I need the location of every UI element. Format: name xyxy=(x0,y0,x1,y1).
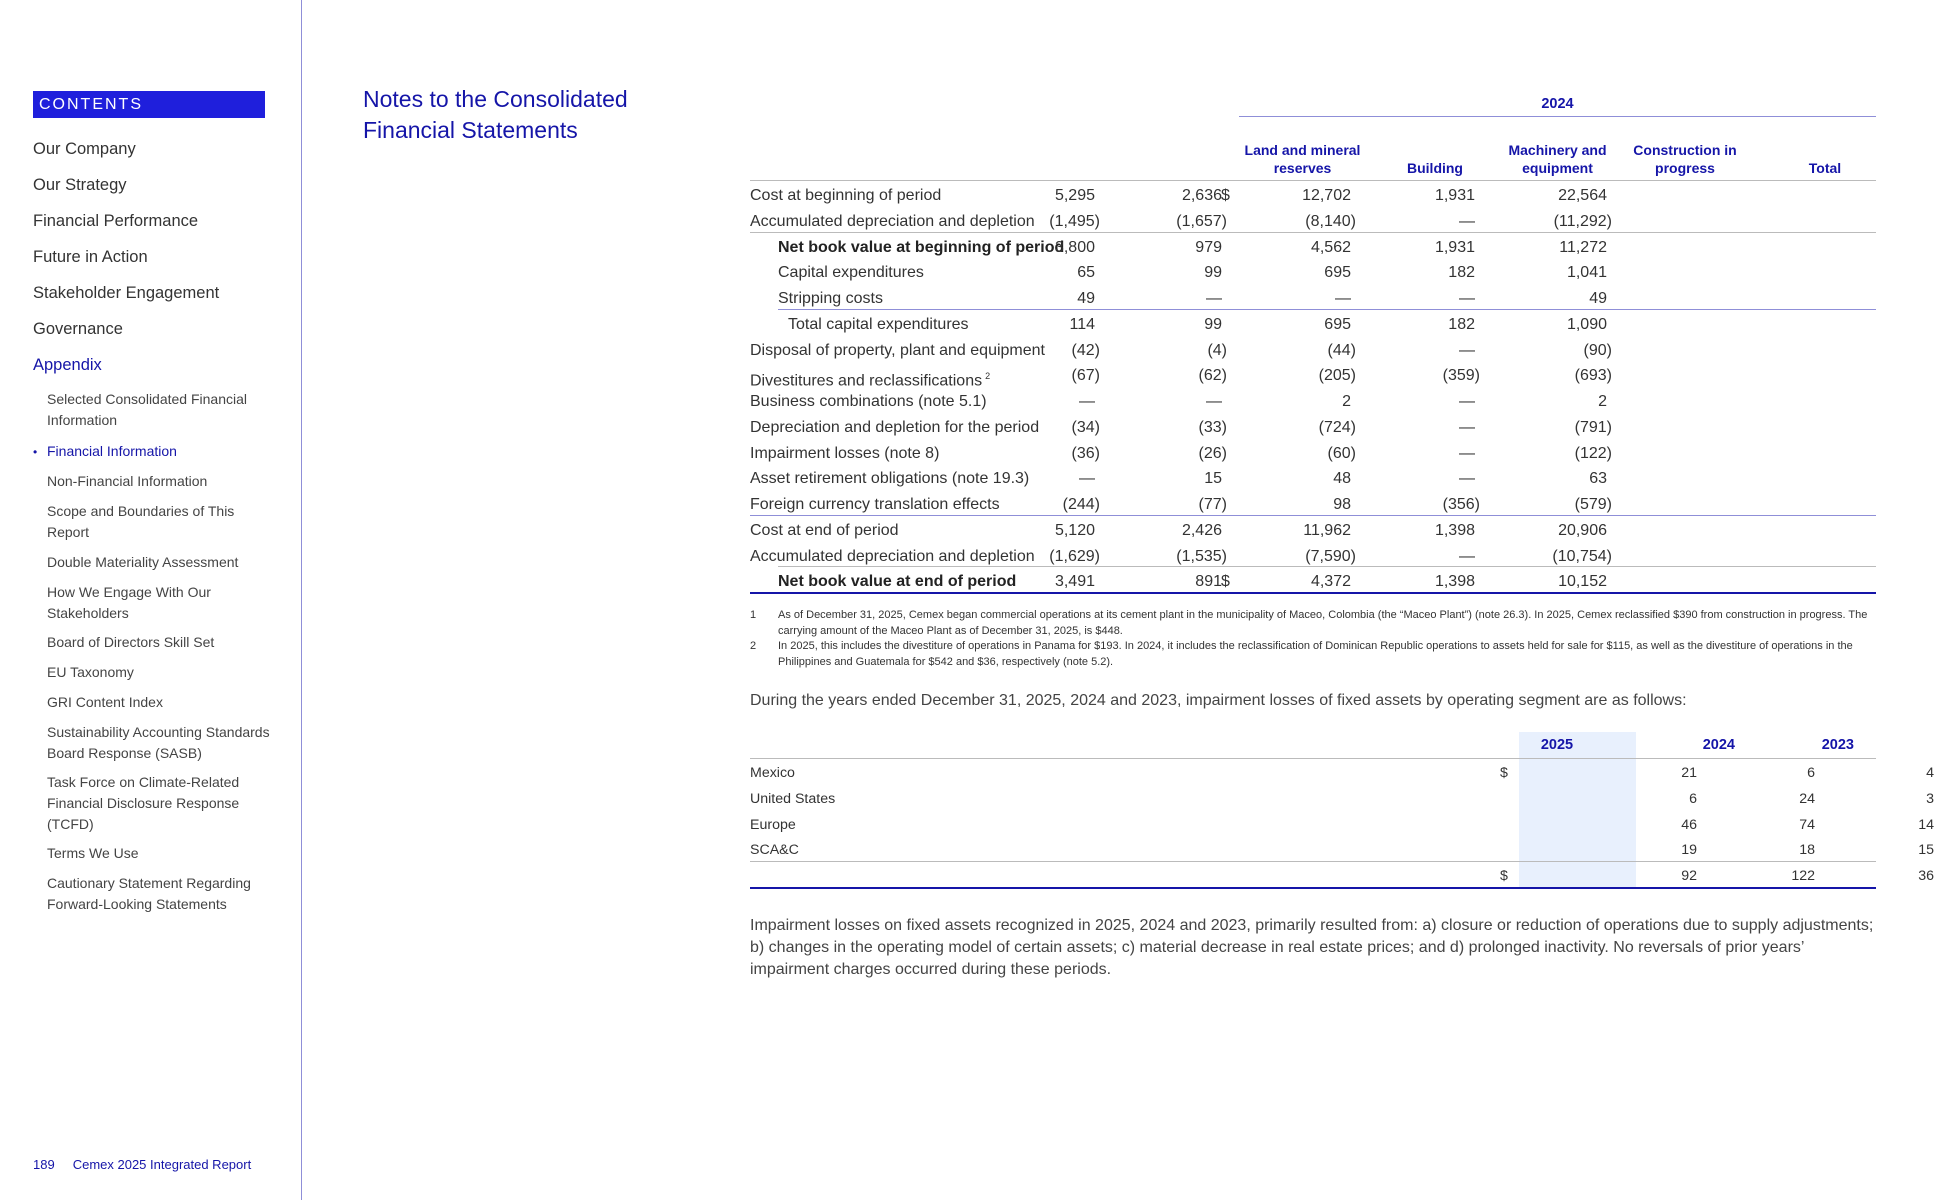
table-cell: 11,962 xyxy=(1303,521,1351,539)
table-cell: (791) xyxy=(1574,418,1612,436)
row-label-text: Divestitures and reclassifications xyxy=(750,372,983,390)
rule xyxy=(750,232,1876,233)
table-cell: — xyxy=(1459,212,1475,230)
table-cell: (4) xyxy=(1207,341,1227,359)
row-label-text: Accumulated depreciation and depletion xyxy=(750,547,1035,565)
header-rule xyxy=(750,180,1876,181)
row-label xyxy=(778,260,924,286)
table-cell: 5,120 xyxy=(1054,521,1095,539)
row-label-text: Depreciation and depletion for the period xyxy=(750,418,1040,436)
table-cell: 6 xyxy=(1807,765,1815,781)
table-cell: 46 xyxy=(1681,816,1697,833)
row-label-text: Cost at end of period xyxy=(750,521,899,539)
table-cell: (42) xyxy=(1071,341,1100,359)
nav-item-our-strategy[interactable]: Our Strategy xyxy=(33,176,127,194)
table-row xyxy=(750,338,1876,364)
row-label: United States xyxy=(750,790,836,807)
col-header-construction: Construction in progress xyxy=(1633,142,1737,176)
table-cell: (122) xyxy=(1574,444,1612,462)
table-cell: (67) xyxy=(1071,367,1100,385)
table-year-header: 2024 xyxy=(1239,96,1876,117)
table-cell: — xyxy=(1459,341,1475,359)
table-cell: (90) xyxy=(1583,341,1612,359)
nav-item-future-in-action[interactable]: Future in Action xyxy=(33,248,148,266)
table-cell: (1,495) xyxy=(1049,212,1100,230)
table-cell: (7,590) xyxy=(1305,547,1356,565)
nav-sub-board-skill-set[interactable]: Board of Directors Skill Set xyxy=(47,634,215,650)
table-cell: 65 xyxy=(1077,264,1095,282)
table-cell: (60) xyxy=(1327,444,1356,462)
table-row xyxy=(750,260,1876,286)
active-bullet: • xyxy=(33,445,38,459)
table-row xyxy=(750,415,1876,441)
table-row xyxy=(750,812,1934,838)
table-row xyxy=(750,837,1934,863)
nav-sub-non-financial[interactable]: Non-Financial Information xyxy=(47,473,208,489)
nav-sub-financial-information[interactable]: Financial Information xyxy=(47,443,177,459)
row-label-text: Business combinations (note 5.1) xyxy=(750,393,987,410)
col-header-total: Total xyxy=(1808,160,1842,176)
table-cell: 3,800 xyxy=(1054,238,1095,256)
table-cell: 2 xyxy=(1598,393,1607,410)
table-cell: (1,657) xyxy=(1176,212,1227,230)
col-header-land: Land and mineral reserves xyxy=(1244,142,1361,176)
table-cell: 10,152 xyxy=(1558,573,1607,591)
table-cell: 98 xyxy=(1333,496,1351,513)
page-footer xyxy=(33,1157,251,1172)
row-label xyxy=(750,183,941,209)
table-cell: 19 xyxy=(1681,842,1697,859)
table-cell: 2,426 xyxy=(1181,521,1222,539)
table-cell: (244) xyxy=(1062,496,1100,513)
table-cell: 63 xyxy=(1589,470,1607,488)
col-header-building: Building xyxy=(1407,160,1463,176)
table-cell: — xyxy=(1206,393,1222,410)
table-cell: 24 xyxy=(1799,790,1815,807)
row-label: Europe xyxy=(750,816,796,833)
currency-symbol: $ xyxy=(1221,573,1230,591)
sidebar xyxy=(0,0,302,1200)
row-label-text: Total capital expenditures xyxy=(788,315,969,333)
table-cell: — xyxy=(1459,393,1475,410)
row-label-text: Stripping costs xyxy=(778,290,883,307)
table-cell: 695 xyxy=(1324,315,1351,333)
nav-sub-sasb[interactable]: Sustainability Accounting Standards Board Response (SASB) xyxy=(47,724,270,761)
table-cell: 74 xyxy=(1799,816,1815,833)
table-cell: — xyxy=(1335,290,1351,307)
footnote-ref: 2 xyxy=(985,371,991,382)
table-cell: 92 xyxy=(1681,868,1697,885)
nav-sub-how-we-engage[interactable]: How We Engage With Our Stakeholders xyxy=(47,584,211,621)
table-cell: 99 xyxy=(1204,264,1222,282)
rule xyxy=(778,566,1876,567)
nav-item-our-company[interactable]: Our Company xyxy=(33,140,136,158)
table-cell: — xyxy=(1079,393,1095,410)
table-cell: 14 xyxy=(1918,816,1934,833)
footnote-1 xyxy=(750,608,1880,640)
footnote-text: In 2025, this includes the divestiture of operations in Panama for $193. In 2024, it includes the reclassification of Dominican Republic operations to assets held for sale for $115, as well as the divestiture of operations in the Philippines and Guatemala for $542 and $36, respectively (note 5.2). xyxy=(778,640,1853,668)
table-cell: 114 xyxy=(1069,315,1095,333)
table-cell: 36 xyxy=(1918,868,1934,885)
table-cell: 49 xyxy=(1589,290,1607,307)
table-cell: 891 xyxy=(1195,573,1222,591)
table-cell: 21 xyxy=(1681,765,1697,781)
table-cell: 1,090 xyxy=(1566,315,1607,333)
table-cell: 182 xyxy=(1448,264,1475,282)
row-label xyxy=(750,389,987,415)
table-cell: 182 xyxy=(1448,315,1475,333)
row-label-text: Impairment losses (note 8) xyxy=(750,444,940,462)
nav-sub-terms-we-use[interactable]: Terms We Use xyxy=(47,845,139,861)
table-cell: 6 xyxy=(1689,790,1697,807)
table-cell: — xyxy=(1459,470,1475,488)
row-label xyxy=(750,518,899,544)
table-cell: 1,041 xyxy=(1566,264,1607,282)
table-cell: 4,562 xyxy=(1310,238,1351,256)
table-cell: 1,398 xyxy=(1434,521,1475,539)
nav-item-appendix[interactable]: Appendix xyxy=(33,356,102,374)
rule xyxy=(750,758,1876,759)
row-label-text: Net book value at beginning of period xyxy=(778,238,1065,256)
table-cell: (1,535) xyxy=(1176,547,1227,565)
page-number: 189 xyxy=(33,1157,55,1172)
table-cell: — xyxy=(1459,418,1475,436)
table-row xyxy=(750,183,1876,209)
table-row xyxy=(750,518,1876,544)
footnote-number: 1 xyxy=(750,609,757,621)
nav-sub-scope-boundaries[interactable]: Scope and Boundaries of This Report xyxy=(47,503,235,540)
table-cell: (11,292) xyxy=(1553,212,1612,230)
table-row xyxy=(750,760,1934,786)
table-cell: (693) xyxy=(1574,367,1612,385)
table-cell: (724) xyxy=(1318,418,1356,436)
table-cell: (44) xyxy=(1327,341,1356,359)
table-cell: 3 xyxy=(1926,790,1934,807)
table-row xyxy=(750,235,1876,261)
table-cell: 3,491 xyxy=(1054,573,1095,591)
table-cell: — xyxy=(1459,444,1475,462)
table-cell: 22,564 xyxy=(1558,187,1607,204)
table-cell: 18 xyxy=(1799,842,1815,859)
table-cell: (62) xyxy=(1198,367,1227,385)
row-label-text: Capital expenditures xyxy=(778,264,924,282)
table-row xyxy=(750,441,1876,467)
table-cell: 4 xyxy=(1926,765,1934,781)
table-cell: (8,140) xyxy=(1305,212,1356,230)
row-label-text: Cost at beginning of period xyxy=(750,187,942,204)
intro-paragraph: During the years ended December 31, 2025, 2024 and 2023, impairment losses of fixed assets by operating segment are as follows: xyxy=(750,692,1687,709)
rule xyxy=(778,309,1876,310)
nav-item-governance[interactable]: Governance xyxy=(33,320,123,338)
footnote-text: As of December 31, 2025, Cemex began commercial operations at its cement plant in the municipality of Maceo, Colombia (the “Maceo Plant”) (note 26.3). In 2025, Cemex reclassified $390 from construction in progress. The carrying amount of the Maceo Plant as of December 31, 2025, is $448. xyxy=(778,609,1868,637)
row-label xyxy=(788,312,969,338)
table-row xyxy=(750,389,1876,415)
rule xyxy=(750,861,1876,862)
footnote-number: 2 xyxy=(750,640,757,652)
row-label: SCA&C xyxy=(750,842,799,859)
table-row xyxy=(750,466,1876,492)
rule xyxy=(750,592,1876,594)
table-cell: 48 xyxy=(1333,470,1351,488)
row-label-text: Accumulated depreciation and depletion xyxy=(750,212,1035,230)
table-cell: (356) xyxy=(1442,496,1480,513)
table-cell: (10,754) xyxy=(1552,547,1612,565)
rule xyxy=(750,515,1876,516)
row-label-text: Net book value at end of period xyxy=(778,573,1017,591)
nav-sub-eu-taxonomy[interactable]: EU Taxonomy xyxy=(47,664,134,680)
table-cell: — xyxy=(1079,470,1095,488)
currency-symbol: $ xyxy=(1221,187,1230,204)
table-row xyxy=(750,209,1876,235)
table-row xyxy=(750,363,1876,389)
nav-item-stakeholder-engagement[interactable]: Stakeholder Engagement xyxy=(33,284,220,302)
table-cell: 20,906 xyxy=(1558,521,1607,539)
nav-sub-tcfd[interactable]: Task Force on Climate-Related Financial Disclosure Response (TCFD) xyxy=(47,774,240,832)
table-cell: (579) xyxy=(1574,496,1612,513)
currency-symbol: $ xyxy=(1500,765,1508,781)
table-cell: 979 xyxy=(1195,238,1222,256)
table-cell: 49 xyxy=(1077,290,1095,307)
table-cell: — xyxy=(1206,290,1222,307)
nav-sub-selected-consolidated[interactable]: Selected Consolidated Financial Information xyxy=(47,391,248,428)
nav-sub-cautionary-statement[interactable]: Cautionary Statement Regarding Forward-Looking Statements xyxy=(47,875,251,912)
nav-sub-gri-index[interactable]: GRI Content Index xyxy=(47,694,163,710)
table-cell: (34) xyxy=(1071,418,1100,436)
table-cell: 99 xyxy=(1204,315,1222,333)
table-cell: 1,931 xyxy=(1434,238,1475,256)
table-cell: (359) xyxy=(1442,367,1480,385)
table-cell: 2 xyxy=(1342,393,1351,410)
table-cell: (33) xyxy=(1198,418,1227,436)
page-title: Notes to the Consolidated Financial Statements xyxy=(363,86,628,143)
row-label: Mexico xyxy=(750,765,795,781)
table-row xyxy=(750,786,1934,812)
table-cell: 695 xyxy=(1324,264,1351,282)
row-label-text: Foreign currency translation effects xyxy=(750,496,1000,513)
table-cell: (1,629) xyxy=(1049,547,1100,565)
seg-year-2025: 2025 xyxy=(1540,737,1574,753)
table-cell: — xyxy=(1459,290,1475,307)
total-row xyxy=(750,863,1934,889)
table-cell: 4,372 xyxy=(1310,573,1351,591)
seg-year-2023: 2023 xyxy=(1821,737,1854,753)
table-cell: 12,702 xyxy=(1302,187,1351,204)
closing-paragraph: Impairment losses on fixed assets recognized in 2025, 2024 and 2023, primarily resulted from: a) closure or reduction of operations due to supply adjustments; b) changes in the operating model of certain assets; c) material decrease in real estate prices; and d) prolonged inactivity. No reversals of prior years’ impairment charges occurred during these periods. xyxy=(750,917,1874,978)
row-label-text: Asset retirement obligations (note 19.3) xyxy=(750,470,1030,488)
table-cell: (36) xyxy=(1071,444,1100,462)
col-header-machinery: Machinery and equipment xyxy=(1508,142,1607,176)
table-cell: 15 xyxy=(1204,470,1222,488)
table-cell: 2,636 xyxy=(1181,187,1222,204)
table-cell: 122 xyxy=(1791,868,1815,885)
rule xyxy=(750,887,1876,889)
table-cell: 5,295 xyxy=(1054,187,1095,204)
seg-year-2024: 2024 xyxy=(1702,737,1735,753)
nav-item-financial-performance[interactable]: Financial Performance xyxy=(33,212,199,230)
table-cell: (26) xyxy=(1198,444,1227,462)
table-row xyxy=(750,312,1876,338)
table-cell: (77) xyxy=(1198,496,1227,513)
nav-sub-double-materiality[interactable]: Double Materiality Assessment xyxy=(47,554,239,570)
report-name: Cemex 2025 Integrated Report xyxy=(72,1157,252,1172)
table-cell: 1,931 xyxy=(1434,187,1475,204)
table-cell: 11,272 xyxy=(1559,238,1607,256)
footnote-2 xyxy=(750,639,1880,671)
table-cell: 15 xyxy=(1918,842,1934,859)
table-cell: 1,398 xyxy=(1434,573,1475,591)
row-label-text: Disposal of property, plant and equipment xyxy=(750,341,1045,359)
row-label xyxy=(750,441,939,467)
currency-symbol: $ xyxy=(1500,868,1508,885)
contents-label[interactable]: CONTENTS xyxy=(33,91,265,118)
table-cell: (205) xyxy=(1318,367,1356,385)
table-cell: — xyxy=(1459,547,1475,565)
